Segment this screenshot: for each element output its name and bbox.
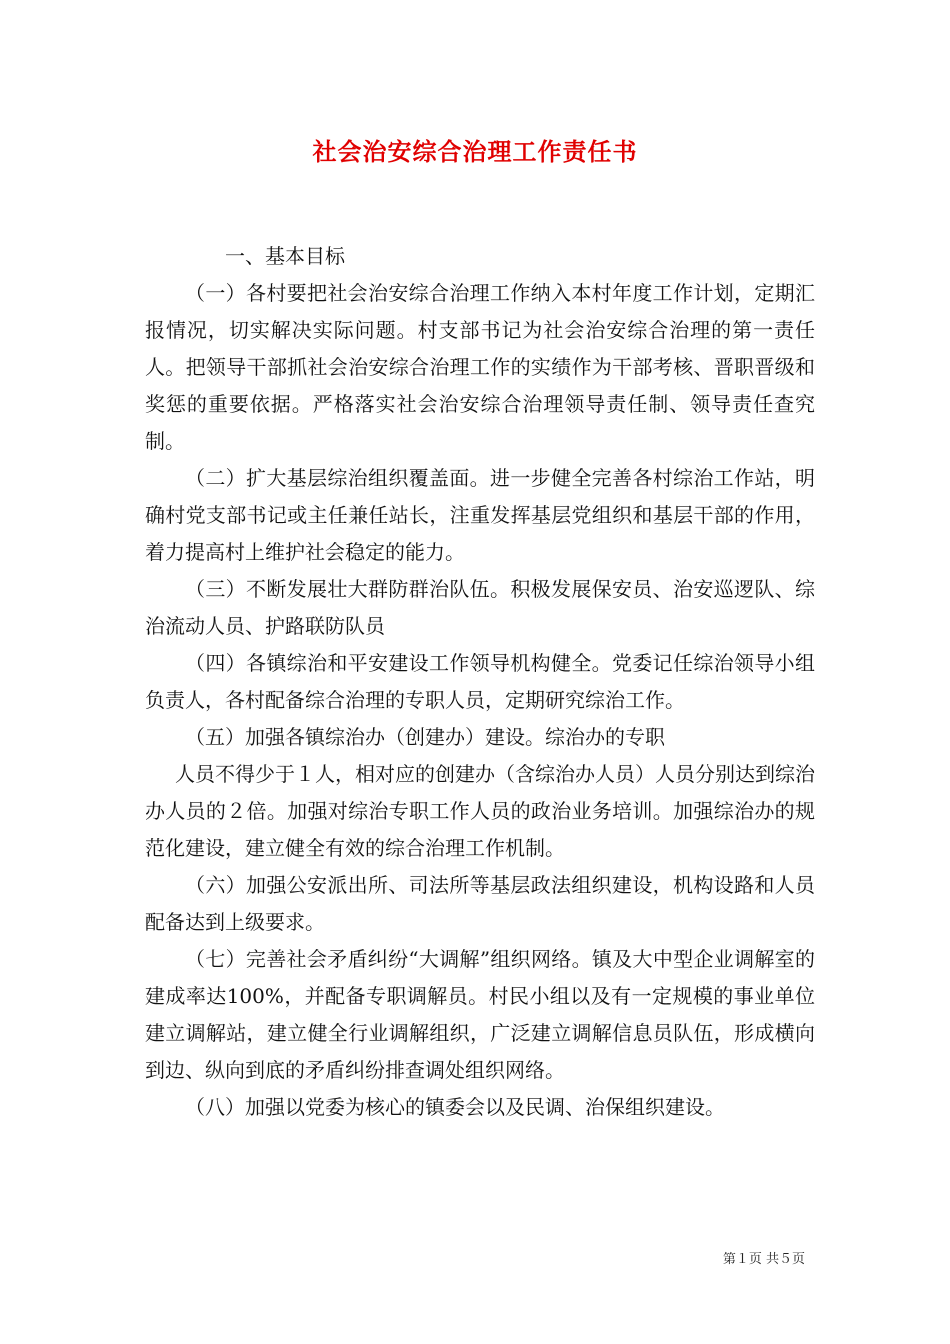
document-body (145, 238, 815, 1126)
paragraph-5-continued: 人员不得少于１人，相对应的创建办（含综治办人员）人员分别达到综治办人员的２倍。加强对综治专职工作人员的政治业务培训。加强综治办的规范化建设，建立健全有效的综合治理工作机制。 (145, 762, 815, 860)
paragraph-5: （五）加强各镇综治办（创建办）建设。综治办的专职 (185, 725, 665, 749)
document-title: 社会治安综合治理工作责任书 (312, 137, 638, 166)
paragraph-7: （七）完善社会矛盾纠纷“大调解”组织网络。镇及大中型企业调解室的建成率达100%，并配备专职调解员。村民小组以及有一定规模的事业单位建立调解站，建立健全行业调解组织，广泛建立调解信息员队伍，形成横向到边、纵向到底的矛盾纠纷排查调处组织网络。 (145, 947, 815, 1082)
page-number-footer: 第１页 共５页 (722, 1252, 805, 1267)
section-heading: 一、基本目标 (225, 244, 345, 268)
paragraph-8: （八）加强以党委为核心的镇委会以及民调、治保组织建设。 (185, 1095, 725, 1119)
paragraph-6: （六）加强公安派出所、司法所等基层政法组织建设，机构设路和人员配备达到上级要求。 (145, 873, 815, 934)
paragraph-1: （一）各村要把社会治安综合治理工作纳入本村年度工作计划，定期汇报情况，切实解决实际问题。村支部书记为社会治安综合治理的第一责任人。把领导干部抓社会治安综合治理工作的实绩作为干部考核、晋职晋级和奖惩的重要依据。严格落实社会治安综合治理领导责任制、领导责任查究制。 (145, 281, 815, 453)
paragraph-3: （三）不断发展壮大群防群治队伍。积极发展保安员、治安巡逻队、综治流动人员、护路联防队员 (145, 577, 815, 638)
paragraph-2: （二）扩大基层综治组织覆盖面。进一步健全完善各村综治工作站，明确村党支部书记或主任兼任站长，注重发挥基层党组织和基层干部的作用，着力提高村上维护社会稳定的能力。 (145, 466, 815, 564)
paragraph-4: （四）各镇综治和平安建设工作领导机构健全。党委记任综治领导小组负责人，各村配备综合治理的专职人员，定期研究综治工作。 (145, 651, 815, 712)
